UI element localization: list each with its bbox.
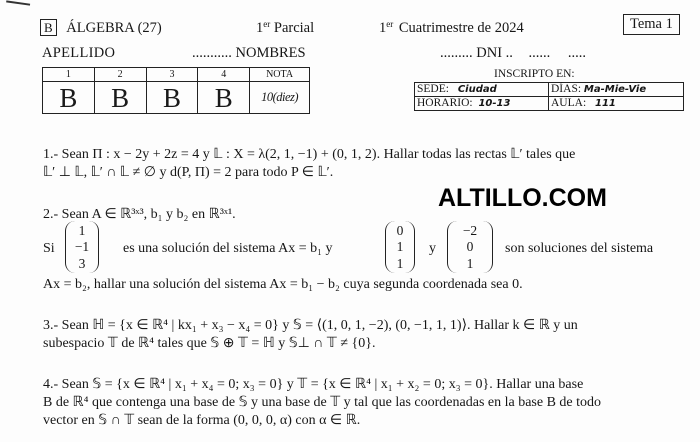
grade-header: 4 (198, 68, 250, 82)
tema-box: Tema 1 (623, 14, 680, 35)
exam-header (40, 20, 162, 37)
vector-2-entry: 0 (396, 223, 404, 238)
dias-cell: DÍAS: Ma-Mie-Vie (549, 83, 684, 97)
problem-4-line-3: vector en 𝕊 ∩ 𝕋 sean de la forma (0, 0, 0, α) con α ∈ ℝ. (43, 413, 361, 428)
grade-header: 1 (43, 68, 95, 82)
dni-label: DNI .. (476, 45, 513, 61)
aula-cell: AULA: 111 (549, 97, 684, 111)
vector-1-entry: 1 (78, 223, 86, 238)
grade-mark: B (43, 82, 95, 114)
problem-1-line-2: 𝕃′ ⊥ 𝕃, 𝕃′ ∩ 𝕃 ≠ ∅ y d(P, Π) = 2 para todo P ∈ 𝕃′. (43, 165, 334, 180)
subject-title: ÁLGEBRA (27) (66, 20, 162, 36)
exam-label: 1er Parcial (256, 19, 315, 36)
problem-2-si: Si (43, 241, 55, 256)
problem-2-line-1: 2.- Sean A ∈ ℝ³ˣ³, b₁ y b₂ en ℝ³ˣ¹. (43, 207, 236, 222)
problem-2-y: y (429, 241, 436, 256)
sede-value: Ciudad (457, 84, 497, 95)
vector-3-entry: 0 (466, 239, 474, 254)
final-grade: 10(diez) (250, 82, 310, 114)
vector-2-entry: 1 (396, 256, 404, 271)
grade-mark: B (146, 82, 198, 114)
grade-header: NOTA (250, 68, 310, 82)
problem-2-text-a: es una solución del sistema Ax = b₁ y (123, 241, 333, 256)
version-box: B (40, 19, 57, 36)
inscripto-table (414, 82, 684, 111)
dias-value: Ma-Mie-Vie (583, 84, 647, 95)
problem-3-line-2: subespacio 𝕋 de ℝ⁴ tales que 𝕊 ⊕ 𝕋 = ℍ y 𝕊⊥ ∩ 𝕋 ≠ {0}. (43, 336, 376, 351)
term-label: 1er Cuatrimestre de 2024 (379, 19, 524, 36)
apellido-label: APELLIDO (42, 45, 116, 61)
problem-2-line-3: Ax = b₂, hallar una solución del sistema Ax = b₁ − b₂ cuya segunda coordenada sea 0. (43, 277, 523, 292)
dni-field: ......... DNI .. ...... ..... (440, 45, 587, 61)
vector-1-entry: −1 (74, 239, 90, 254)
vector-2-entry: 1 (396, 239, 404, 254)
problem-4-line-1: 4.- Sean 𝕊 = {x ∈ ℝ⁴ | x₁ + x₄ = 0; x₃ = 0} y 𝕋 = {x ∈ ℝ⁴ | x₁ + x₂ = 0; x₃ = 0}. Hallar una base (43, 377, 584, 392)
student-line (42, 45, 115, 62)
vector-3 (447, 221, 493, 273)
grade-mark: B (198, 82, 250, 114)
horario-value: 10-13 (478, 98, 511, 109)
vector-3-entry: −2 (462, 223, 478, 238)
grades-table (42, 67, 310, 114)
vector-1 (65, 221, 99, 273)
nombres-field: ........... NOMBRES (192, 45, 306, 61)
grade-header: 2 (94, 68, 146, 82)
horario-cell: HORARIO: 10-13 (415, 97, 549, 111)
nombres-label: NOMBRES (235, 45, 306, 61)
grade-mark: B (94, 82, 146, 114)
corner-pen-mark (6, 0, 30, 7)
problem-4-line-2: B de ℝ⁴ que contenga una base de 𝕊 y una base de 𝕋 y tal que las coordenadas en la base B de todo (43, 395, 602, 410)
vector-1-entry: 3 (78, 256, 86, 271)
inscripto-title: INSCRIPTO EN: (494, 68, 575, 80)
vector-2 (385, 221, 415, 273)
vector-3-entry: 1 (466, 256, 474, 271)
sede-cell: SEDE: Ciudad (415, 83, 549, 97)
problem-3-line-1: 3.- Sean ℍ = {x ∈ ℝ⁴ | kx₁ + x₃ − x₄ = 0} y 𝕊 = ⟨(1, 0, 1, −2), (0, −1, 1, 1)⟩. Hallar k ∈ ℝ y un (43, 318, 578, 333)
aula-value: 111 (595, 98, 616, 109)
problem-1-line-1: 1.- Sean Π : x − 2y + 2z = 4 y 𝕃 : X = λ(2, 1, −1) + (0, 1, 2). Hallar todas las rectas 𝕃′ tales que (43, 147, 576, 162)
grade-header: 3 (146, 68, 198, 82)
watermark: ALTILLO.COM (438, 184, 607, 212)
problem-2-text-b: son soluciones del sistema (505, 241, 654, 256)
